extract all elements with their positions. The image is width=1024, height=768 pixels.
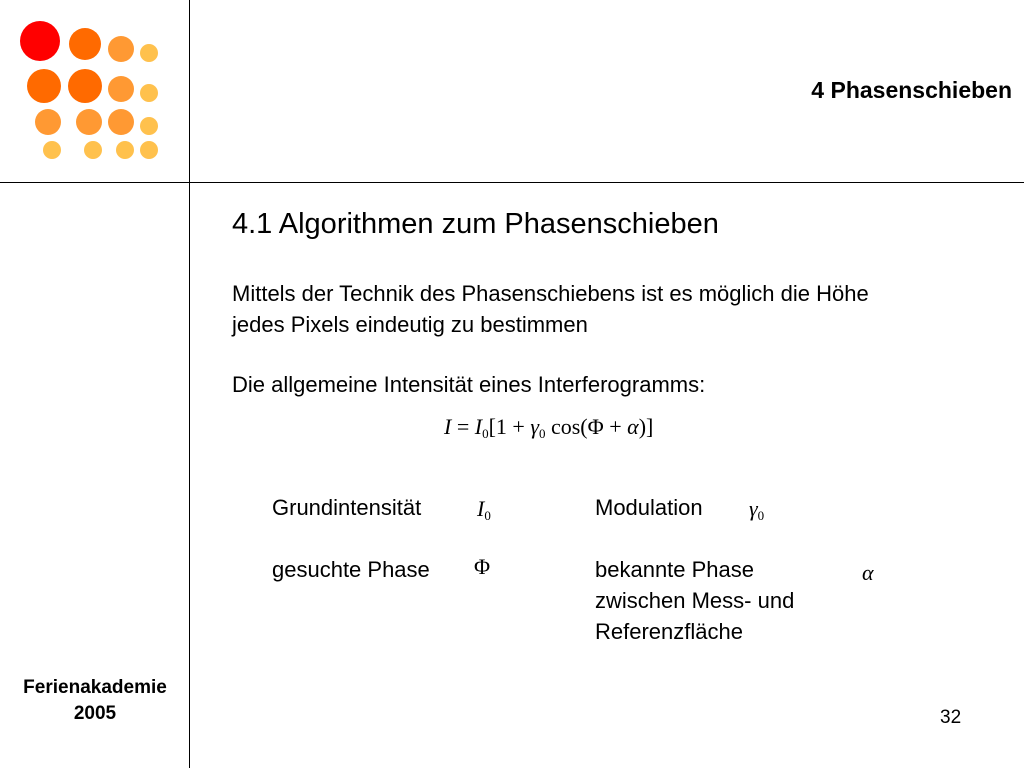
definition-mod-symbol <box>749 496 764 524</box>
logo-dot <box>140 141 158 159</box>
formula-subscript: 0 <box>538 426 546 441</box>
formula-cos-open: cos(Φ + <box>545 414 628 439</box>
logo-dot <box>69 28 101 60</box>
logo-dot <box>108 76 134 102</box>
footer-org-year: 2005 <box>73 703 117 724</box>
logo-dot <box>108 36 134 62</box>
definition-known-line: bekannte Phase <box>595 557 755 582</box>
logo-dot <box>35 109 61 135</box>
logo-dot <box>43 141 61 159</box>
intensity-formula <box>444 414 653 442</box>
definition-known-phase <box>595 554 794 647</box>
intro-paragraph <box>232 278 869 340</box>
definition-known-line: zwischen Mess- und <box>595 588 795 613</box>
logo-dot <box>140 84 158 102</box>
symbol-i: I <box>477 496 485 521</box>
symbol-gamma: γ <box>749 496 758 521</box>
horizontal-divider <box>0 182 1024 183</box>
intro-line: jedes Pixels eindeutig zu bestimmen <box>232 312 588 337</box>
logo-dot <box>20 21 60 61</box>
formula-equals: = <box>451 414 475 439</box>
definition-known-symbol <box>862 560 874 586</box>
formula-alpha-symbol: α <box>627 414 639 439</box>
formula-bracket-open: [1 + <box>488 414 531 439</box>
symbol-subscript: 0 <box>757 508 765 523</box>
footer-org-name: Ferienakademie <box>23 677 167 698</box>
intro-line: Mittels der Technik des Phasenschiebens ist es möglich die Höhe <box>232 281 869 306</box>
definition-grund-symbol <box>477 496 491 524</box>
logo-dot <box>27 69 61 103</box>
logo-dot <box>108 109 134 135</box>
symbol-alpha: α <box>862 560 874 585</box>
formula-intensity-symbol: I <box>444 414 452 439</box>
formula-base-intensity-symbol: I <box>474 414 483 439</box>
formula-close: )] <box>638 414 654 439</box>
intensity-intro: Die allgemeine Intensität eines Interferogramms: <box>232 372 706 397</box>
logo-dot <box>116 141 134 159</box>
logo-dot <box>68 69 102 103</box>
vertical-divider <box>189 0 190 768</box>
definition-phase-label: gesuchte Phase <box>272 557 430 582</box>
page-number: 32 <box>940 707 962 728</box>
definition-mod-label: Modulation <box>595 495 703 520</box>
formula-gamma-symbol: γ <box>530 414 539 439</box>
logo-dot <box>84 141 102 159</box>
section-heading: 4.1 Algorithmen zum Phasenschieben <box>232 208 719 240</box>
formula-subscript: 0 <box>482 426 489 441</box>
definition-phase-symbol: Φ <box>474 554 491 579</box>
footer-organization <box>0 675 190 727</box>
symbol-subscript: 0 <box>484 508 491 523</box>
logo-dot <box>140 117 158 135</box>
logo-dot <box>140 44 158 62</box>
definition-known-line: Referenzfläche <box>595 619 743 644</box>
logo-dot <box>76 109 102 135</box>
definition-grund-label: Grundintensität <box>272 495 422 520</box>
page-title: 4 Phasenschieben <box>811 77 1012 103</box>
